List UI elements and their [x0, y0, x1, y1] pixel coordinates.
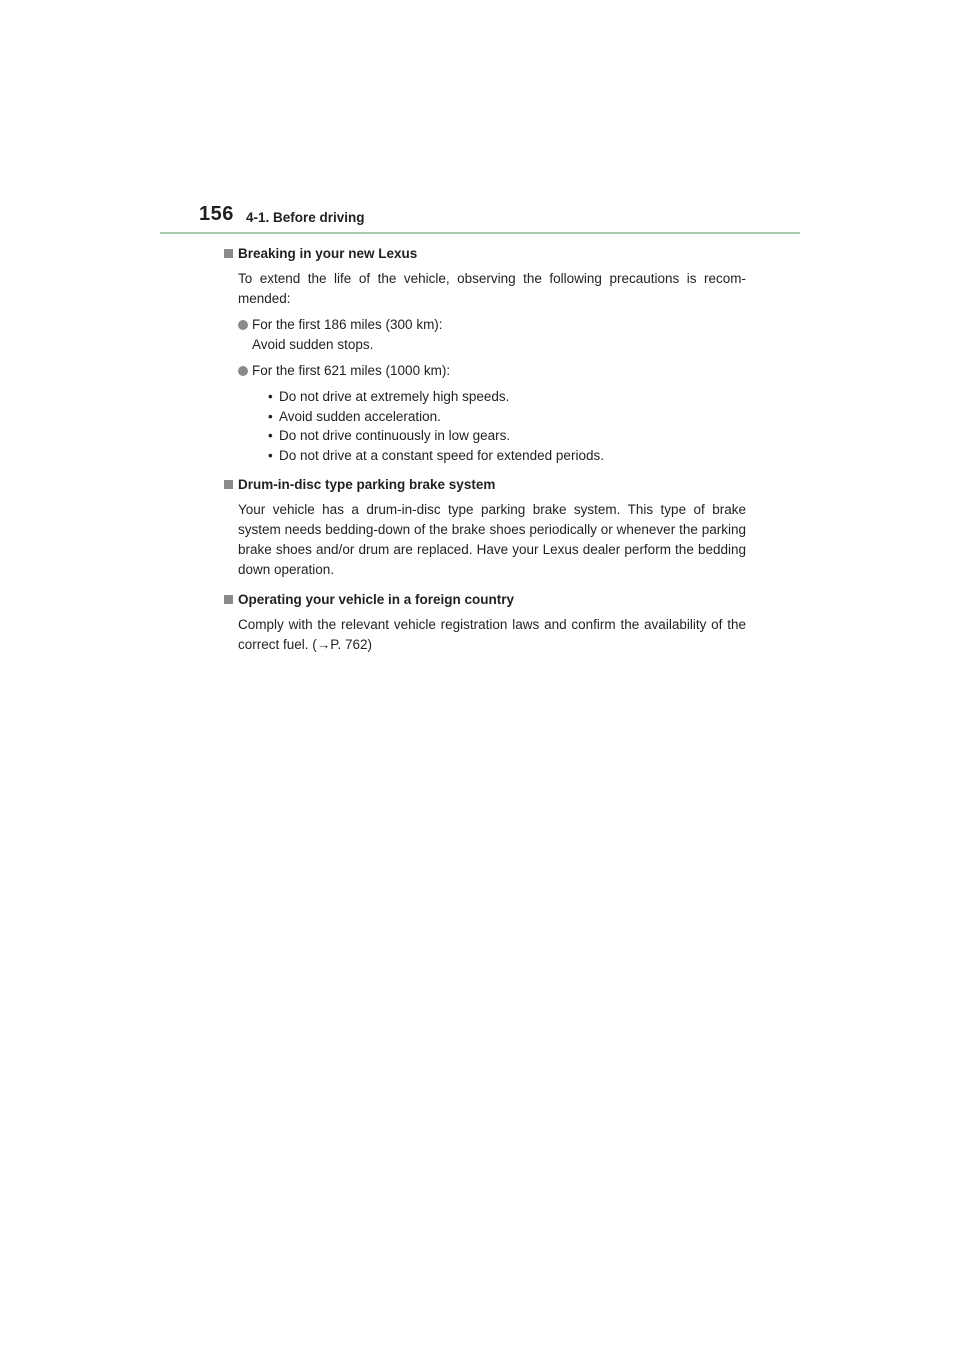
list-item-label: For the first 621 miles (1000 km):: [252, 363, 451, 378]
sub-list: [252, 387, 746, 465]
sub-list-item: [252, 426, 746, 446]
dot-mark-icon: •: [268, 408, 273, 424]
circle-bullet-icon: [238, 366, 248, 376]
sub-list-item: [252, 407, 746, 427]
section-foreign-country: [224, 590, 746, 655]
list-item: [238, 361, 746, 465]
section-heading: [224, 475, 746, 495]
list-item: [238, 315, 746, 355]
heading-text: Operating your vehicle in a foreign country: [238, 592, 515, 607]
section-breaking-in: [224, 244, 746, 465]
square-bullet-icon: [224, 480, 233, 489]
header-rule: [160, 232, 800, 234]
square-bullet-icon: [224, 595, 233, 604]
sub-list-item: [252, 387, 746, 407]
paragraph: Comply with the relevant vehicle registration laws and confirm the availability of the correct fuel. (→P. 762): [238, 617, 746, 652]
sub-list-item: [252, 446, 746, 466]
section-title: 4-1. Before driving: [246, 210, 365, 225]
section-parking-brake: [224, 475, 746, 580]
sub-list-text: Do not drive at extremely high speeds.: [279, 389, 510, 404]
circle-bullet-icon: [238, 320, 248, 330]
page-number: 156: [199, 203, 234, 225]
sub-list-text: Avoid sudden acceleration.: [279, 408, 441, 424]
list-item-label: For the first 186 miles (300 km):: [252, 317, 443, 332]
sub-list-text: Do not drive at a constant speed for extended periods.: [279, 447, 604, 463]
heading-text: Breaking in your new Lexus: [238, 246, 418, 261]
paragraph: To extend the life of the vehicle, observing the following precautions is recom-mended:: [238, 271, 746, 306]
dot-mark-icon: •: [268, 447, 273, 463]
sub-list-text: Do not drive continuously in low gears.: [279, 428, 511, 443]
dot-mark-icon: •: [268, 428, 273, 443]
heading-text: Drum-in-disc type parking brake system: [238, 477, 496, 492]
square-bullet-icon: [224, 249, 233, 258]
paragraph: Your vehicle has a drum-in-disc type parking brake system. This type of brake system needs bedding-down of the brake shoes periodically or whenever the parking brake shoes and/or drum are replaced. Have your Lexus dealer perform the bedding down operation.: [238, 502, 746, 577]
section-heading: [224, 590, 746, 610]
section-heading: [224, 244, 746, 264]
dot-mark-icon: •: [268, 389, 273, 404]
page-content: [224, 244, 746, 655]
list-item-detail: Avoid sudden stops.: [252, 337, 374, 352]
